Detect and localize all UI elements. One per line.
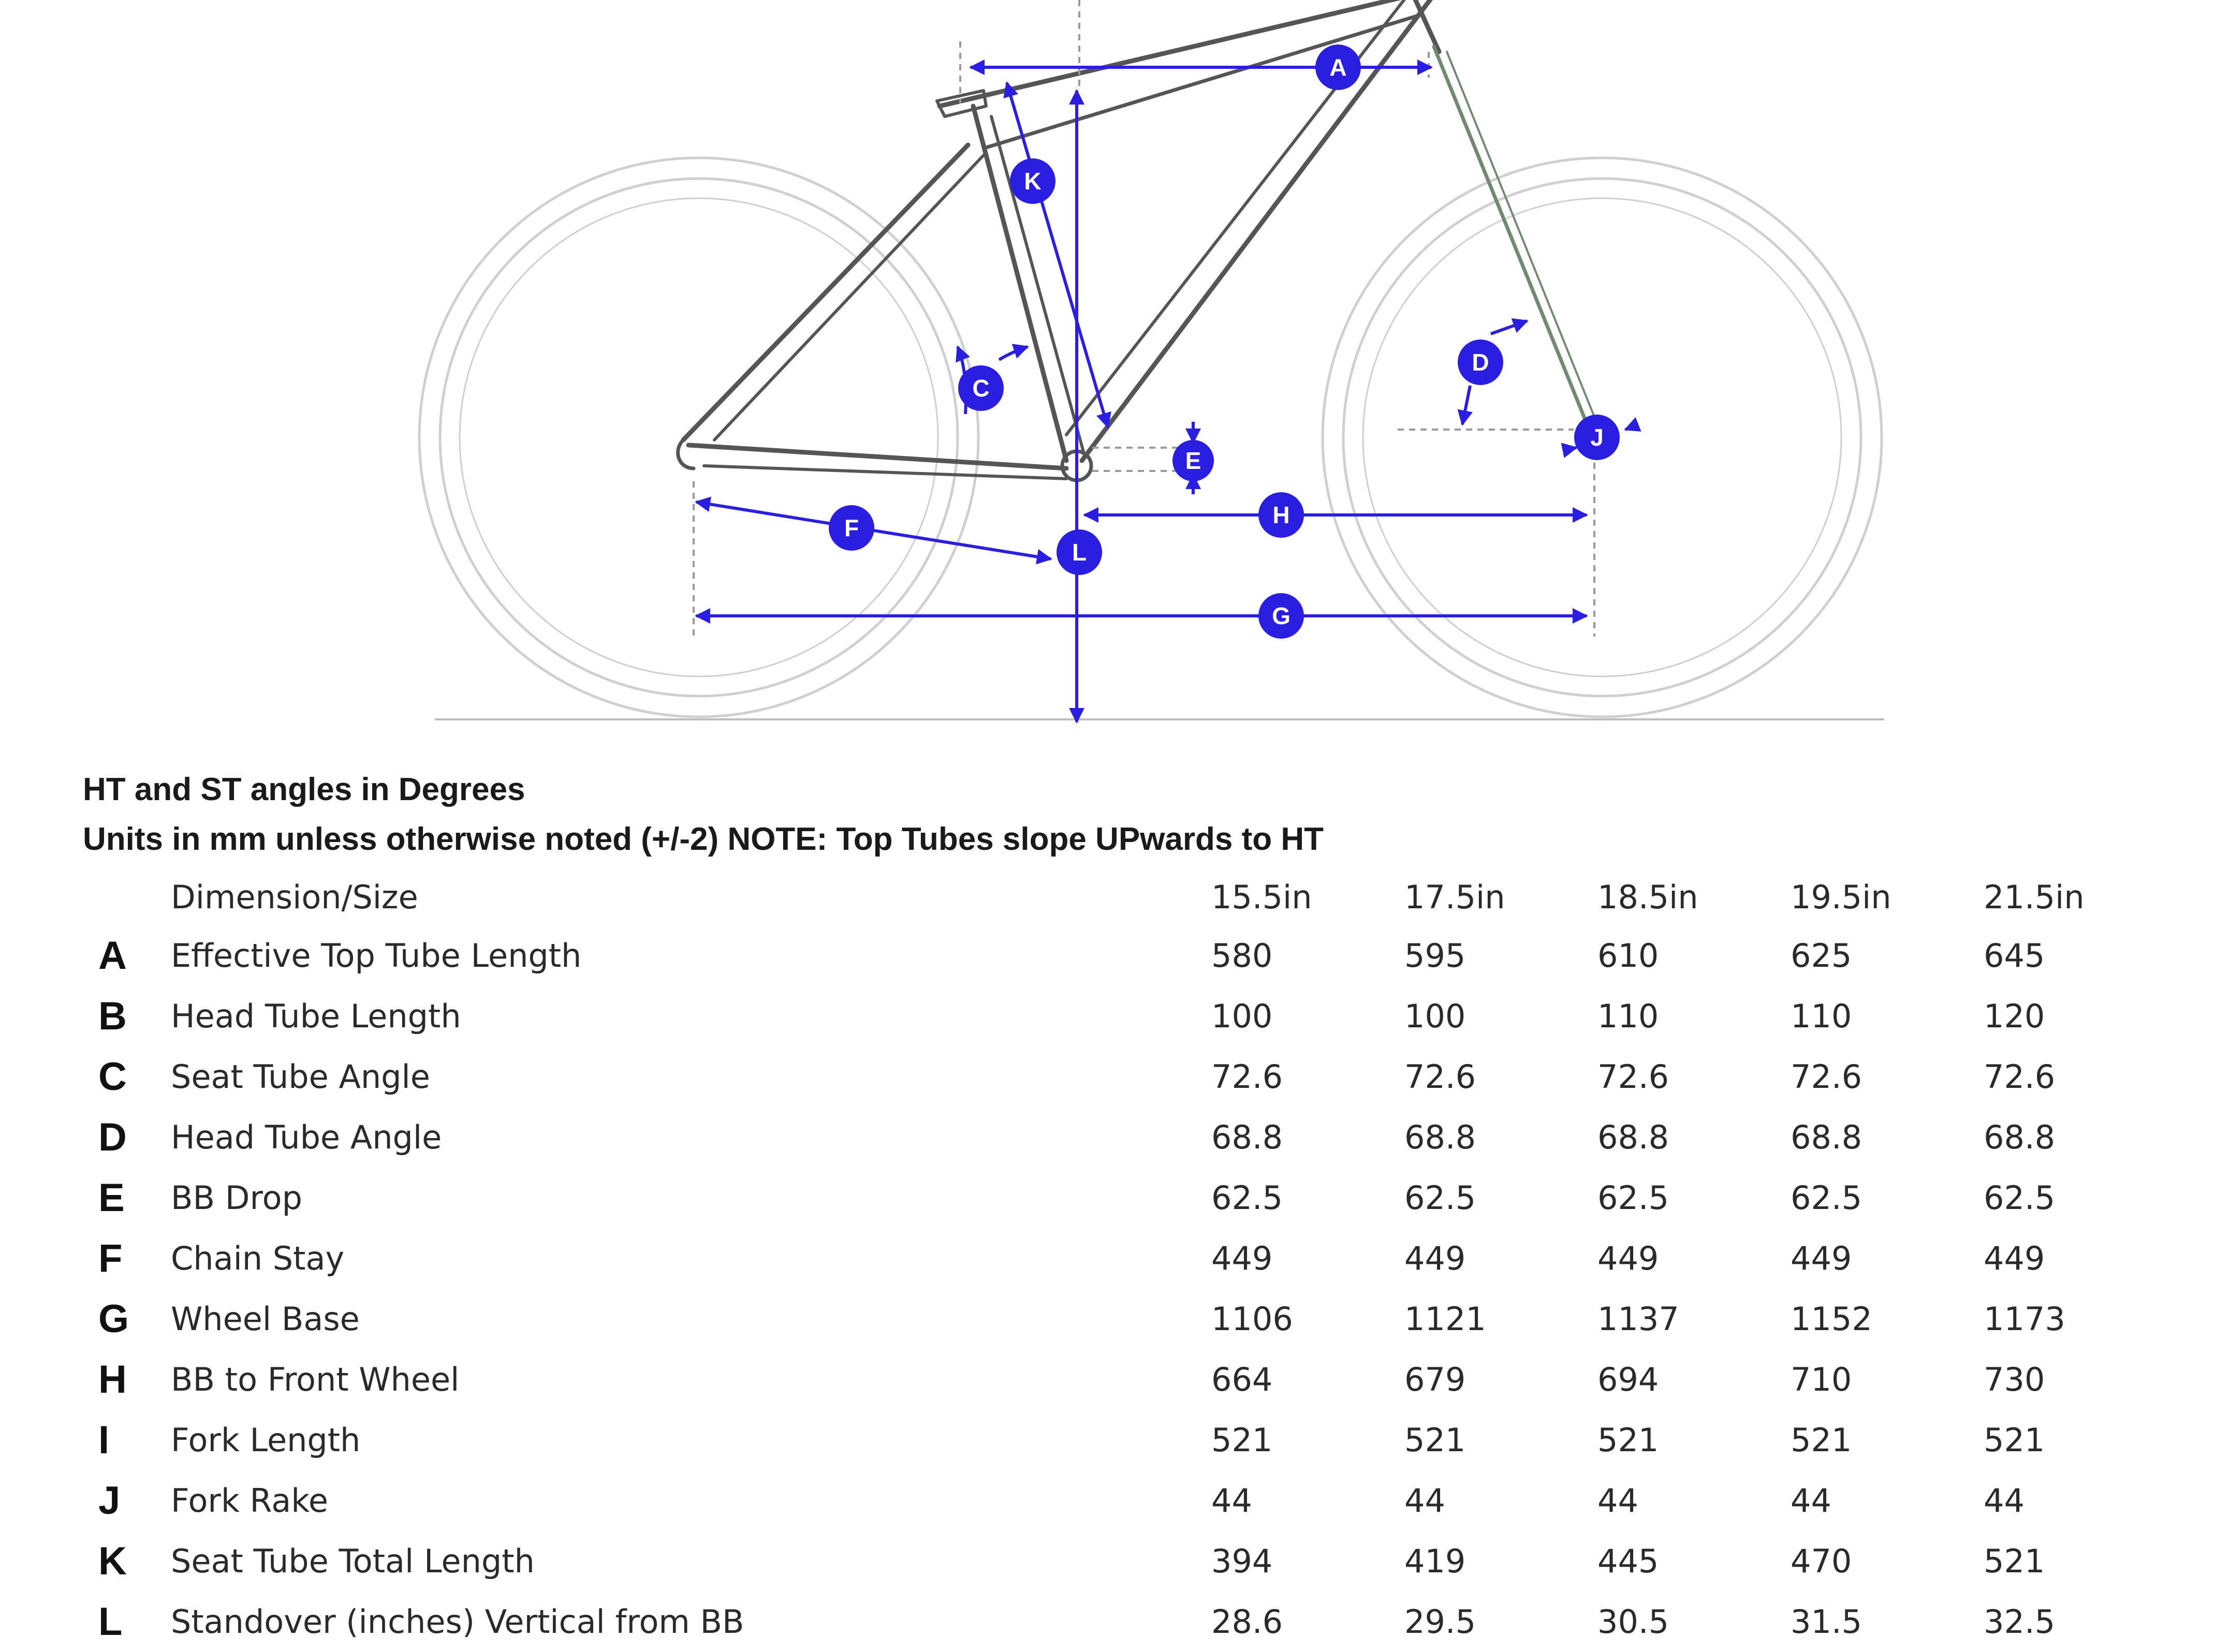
dimension-value: 521: [1984, 1542, 2045, 1580]
dimension-value: 29.5: [1404, 1603, 1476, 1641]
dimension-value: 30.5: [1597, 1603, 1669, 1641]
dimension-name: Seat Tube Total Length: [171, 1542, 535, 1580]
dimension-key: J: [98, 1479, 121, 1523]
table-row: [83, 1168, 2177, 1228]
dimension-value: 72.6: [1984, 1058, 2056, 1096]
dimension-value: 28.6: [1211, 1603, 1283, 1641]
dimension-value: 72.6: [1597, 1058, 1669, 1096]
marker-a-label: A: [1329, 54, 1347, 81]
dimension-value: 1152: [1791, 1300, 1872, 1338]
table-row: [83, 1107, 2177, 1168]
dimension-key: K: [98, 1539, 127, 1583]
dimension-value: 449: [1791, 1240, 1852, 1277]
header-size: 21.5in: [1984, 878, 2085, 916]
table-row: [83, 986, 2177, 1046]
dimension-value: 521: [1791, 1421, 1852, 1459]
note-angles: HT and ST angles in Degrees: [83, 772, 525, 807]
arrow-d: [1491, 321, 1527, 334]
dimension-key: D: [98, 1115, 127, 1159]
bike-geometry-diagram: [0, 0, 2229, 735]
dimension-value: 679: [1404, 1361, 1466, 1398]
dimension-value: 449: [1404, 1240, 1466, 1277]
header-size: 18.5in: [1597, 878, 1698, 916]
marker-j: [1574, 415, 1620, 460]
dimension-value: 625: [1791, 937, 1852, 975]
dimension-value: 664: [1211, 1361, 1273, 1398]
dimension-value: 72.6: [1791, 1058, 1863, 1096]
dimension-key: A: [98, 934, 127, 978]
header-size: 17.5in: [1404, 878, 1505, 916]
dimension-value: 449: [1597, 1240, 1659, 1277]
dimension-value: 62.5: [1984, 1179, 2056, 1217]
dimension-name: Seat Tube Angle: [171, 1058, 430, 1096]
table-row: [83, 1289, 2177, 1349]
dimension-value: 72.6: [1404, 1058, 1476, 1096]
marker-k-label: K: [1024, 168, 1042, 195]
dimension-value: 1137: [1597, 1300, 1679, 1338]
dimension-name: Wheel Base: [171, 1300, 360, 1338]
dimension-key: F: [98, 1236, 123, 1280]
dimension-value: 62.5: [1211, 1179, 1283, 1217]
dimension-value: 44: [1404, 1482, 1445, 1520]
marker-h: [1258, 492, 1304, 538]
marker-j-label: J: [1590, 424, 1604, 451]
dimension-value: 44: [1984, 1482, 2025, 1520]
dimension-value: 68.8: [1597, 1118, 1669, 1156]
dimension-value: 419: [1404, 1542, 1466, 1580]
table-row: [83, 1410, 2177, 1470]
marker-f: [829, 505, 874, 551]
dimension-value: 44: [1791, 1482, 1831, 1520]
table-row: [83, 925, 2177, 986]
header-size: 15.5in: [1211, 878, 1312, 916]
dimension-value: 68.8: [1984, 1118, 2056, 1156]
dimension-value: 1121: [1404, 1300, 1486, 1338]
dimension-name: Fork Rake: [171, 1482, 329, 1520]
dimension-value: 44: [1597, 1482, 1638, 1520]
dimension-value: 62.5: [1404, 1179, 1476, 1217]
dimension-value: 521: [1597, 1421, 1659, 1459]
table-body: [83, 925, 2177, 1652]
dimension-value: 730: [1984, 1361, 2045, 1398]
dimension-value: 610: [1597, 937, 1659, 975]
marker-d: [1458, 340, 1503, 385]
table-row: [83, 1470, 2177, 1531]
marker-f-label: F: [844, 514, 859, 541]
marker-e: [1172, 440, 1214, 481]
dimension-value: 110: [1791, 997, 1852, 1035]
rear-wheel: [419, 158, 978, 717]
dimension-value: 110: [1597, 997, 1659, 1035]
dimension-value: 580: [1211, 937, 1273, 975]
dimension-name: Effective Top Tube Length: [171, 937, 582, 975]
dimension-name: Standover (inches) Vertical from BB: [171, 1603, 744, 1641]
table-row: [83, 1531, 2177, 1591]
table-row: [83, 1349, 2177, 1410]
dimension-key: C: [98, 1055, 127, 1099]
dimension-value: 595: [1404, 937, 1466, 975]
dimension-value: 449: [1984, 1240, 2045, 1277]
marker-g-label: G: [1272, 602, 1291, 629]
dimension-value: 445: [1597, 1542, 1659, 1580]
geometry-notes: [83, 765, 1324, 864]
marker-l: [1057, 529, 1102, 575]
header-size: 19.5in: [1791, 878, 1891, 916]
dimension-name: Chain Stay: [171, 1240, 345, 1277]
dimension-value: 68.8: [1211, 1118, 1283, 1156]
dimension-key: I: [98, 1418, 110, 1462]
arrow-j-l: [1563, 448, 1576, 450]
dimension-value: 470: [1791, 1542, 1852, 1580]
dimension-key: G: [98, 1297, 129, 1341]
dimension-key: E: [98, 1176, 125, 1220]
fork: [1434, 47, 1600, 430]
dimension-value: 710: [1791, 1361, 1852, 1398]
dimension-value: 1106: [1211, 1300, 1293, 1338]
dimension-value: 62.5: [1597, 1179, 1669, 1217]
dimension-name: Head Tube Length: [171, 997, 461, 1035]
dimension-key: H: [98, 1358, 127, 1402]
table-row: [83, 1228, 2177, 1289]
geometry-table: [83, 868, 2177, 1652]
marker-c: [958, 365, 1004, 411]
dimension-value: 32.5: [1984, 1603, 2056, 1641]
arrow-c-top: [999, 347, 1028, 360]
dimension-value: 645: [1984, 937, 2045, 975]
dimension-value: 100: [1211, 997, 1273, 1035]
header-key-cell: [83, 868, 171, 925]
dimension-arrows: [696, 67, 1638, 722]
table-header-row: [83, 868, 2177, 925]
dimension-key: B: [98, 994, 127, 1038]
arrow-d-low: [1462, 386, 1470, 424]
table-row: [83, 1591, 2177, 1652]
marker-k: [1010, 158, 1055, 204]
dimension-value: 72.6: [1211, 1058, 1283, 1096]
dimension-name: Fork Length: [171, 1421, 361, 1459]
marker-a: [1315, 45, 1361, 90]
marker-g: [1258, 593, 1304, 639]
dimension-value: 449: [1211, 1240, 1273, 1277]
dimension-value: 100: [1404, 997, 1466, 1035]
dimension-name: BB Drop: [171, 1179, 302, 1217]
marker-c-label: C: [972, 375, 990, 402]
dimension-name: BB to Front Wheel: [171, 1361, 460, 1398]
dimension-value: 31.5: [1791, 1603, 1863, 1641]
dimension-value: 521: [1404, 1421, 1466, 1459]
marker-e-label: E: [1185, 447, 1201, 474]
dimension-value: 694: [1597, 1361, 1659, 1398]
dimension-value: 120: [1984, 997, 2045, 1035]
arrow-k: [1007, 83, 1108, 427]
dimension-value: 68.8: [1791, 1118, 1863, 1156]
marker-h-label: H: [1272, 502, 1290, 528]
dimension-value: 521: [1984, 1421, 2045, 1459]
arrow-j-r: [1625, 424, 1638, 430]
dimension-value: 521: [1211, 1421, 1273, 1459]
dimension-value: 394: [1211, 1542, 1273, 1580]
dimension-value: 68.8: [1404, 1118, 1476, 1156]
dimension-value: 1173: [1984, 1300, 2065, 1338]
dimension-value: 44: [1211, 1482, 1252, 1520]
note-units: Units in mm unless otherwise noted (+/-2) NOTE: Top Tubes slope UPwards to HT: [83, 821, 1324, 857]
marker-l-label: L: [1072, 539, 1087, 566]
dimension-key: L: [98, 1600, 123, 1644]
marker-d-label: D: [1472, 349, 1489, 376]
dimension-value: 62.5: [1791, 1179, 1863, 1217]
table-row: [83, 1046, 2177, 1107]
header-dimension-label: Dimension/Size: [171, 878, 418, 916]
dimension-name: Head Tube Angle: [171, 1118, 442, 1156]
